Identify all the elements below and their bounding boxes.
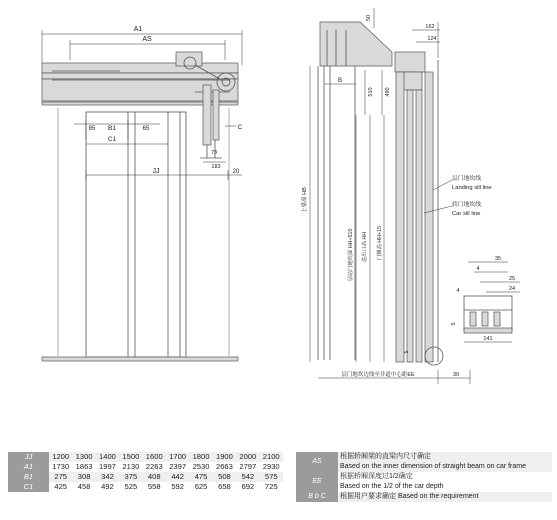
note-row-ee (296, 472, 552, 482)
dim-25: 25 (508, 276, 516, 282)
note-key: AS (296, 452, 338, 472)
dim-50: 50 (366, 14, 372, 22)
spec-cell: 2263 (145, 462, 163, 471)
dim-5: 5 (404, 350, 410, 354)
spec-cell: 1200 (49, 452, 72, 462)
spec-cell: 1997 (99, 462, 116, 471)
dim-65: 65 (142, 126, 150, 132)
note-cn: 根据轿厢架的直梁内尺寸确定 (338, 452, 552, 462)
note-key: B b C (296, 492, 338, 502)
spec-cell: 1863 (75, 462, 93, 471)
dim-183: 183 (211, 164, 221, 170)
spec-cell: 492 (101, 482, 114, 491)
spec-cell: 592 (171, 482, 184, 491)
dim-ee: 层门地坎边线至井道中心距EE (341, 372, 415, 378)
spec-table (8, 452, 283, 492)
spec-cell: 542 (236, 472, 259, 482)
landing-sill-en: Landing sill line (452, 185, 492, 191)
dim-35: 35 (494, 256, 502, 262)
dim-4a: 4 (476, 266, 480, 272)
dim-124: 124 (427, 36, 437, 42)
spec-cell: 475 (189, 472, 212, 482)
spec-cell: 575 (260, 472, 283, 482)
spec-cell: 308 (72, 472, 95, 482)
dim-c: C (237, 124, 243, 131)
spec-cell: 525 (124, 482, 138, 491)
spec-row-label: B1 (8, 472, 49, 482)
sill-detail (451, 256, 520, 342)
spec-row-label: C1 (8, 482, 49, 492)
spec-cell: 2130 (122, 462, 140, 471)
spec-row-b1 (8, 472, 283, 482)
dim-490: 490 (385, 87, 391, 97)
spec-cell: 275 (49, 472, 72, 482)
dim-jj: JJ (152, 168, 160, 175)
spec-cell: 2000 (236, 452, 259, 462)
spec-cell: 1800 (189, 452, 212, 462)
note-cn: 根据轿厢深度过1/2确定 (340, 473, 413, 480)
spec-cell: 1300 (72, 452, 95, 462)
dim-c1: C1 (107, 136, 117, 143)
spec-cell: 1400 (96, 452, 119, 462)
note-text (338, 492, 552, 502)
spec-cell: 2397 (169, 462, 187, 471)
dim-24: 24 (508, 286, 516, 292)
dim-as: AS (142, 36, 152, 43)
spec-row-c1 (8, 482, 283, 492)
spec-cell: 342 (96, 472, 119, 482)
spec-row-label: JJ (8, 452, 49, 462)
spec-cell: 1600 (143, 452, 166, 462)
note-row-as (296, 452, 552, 462)
front-elevation (42, 26, 243, 361)
spec-cell: 1730 (52, 462, 70, 471)
dim-5b: 5 (451, 322, 457, 326)
dim-30: 30 (452, 372, 460, 378)
spec-cell: 2663 (215, 462, 233, 471)
dim-510: 510 (368, 87, 374, 97)
spec-row-label: A1 (8, 462, 49, 472)
landing-sill-cn: 层门地坎线 (452, 176, 481, 182)
dim-hh: 进出口高 HH (362, 231, 368, 263)
spec-cell: 725 (264, 482, 278, 491)
spec-cell: 408 (143, 472, 166, 482)
spec-cell: 692 (241, 482, 255, 491)
spec-cell: 2930 (262, 462, 280, 471)
dim-hh510: 层站门地坎面 HH+510 (348, 228, 354, 282)
spec-cell: 558 (147, 482, 161, 491)
dim-20: 20 (232, 169, 240, 175)
note-en: Based on the 1/2 of the car depth (340, 483, 444, 490)
spec-row-jj (8, 452, 283, 462)
dim-73: 73 (210, 150, 218, 156)
spec-cell: 2100 (260, 452, 283, 462)
spec-cell: 1700 (166, 452, 189, 462)
spec-cell: 1900 (213, 452, 236, 462)
spec-cell: 658 (218, 482, 231, 491)
spec-cell: 1500 (119, 452, 142, 462)
spec-row-a1 (8, 462, 283, 472)
spec-cell: 625 (194, 482, 208, 491)
side-section (300, 8, 520, 384)
car-sill-cn: 轿门地坎线 (452, 202, 481, 208)
dim-b1: B1 (108, 125, 116, 132)
dim-a1: A1 (133, 26, 143, 33)
dim-141: 141 (483, 336, 493, 342)
notes-table (296, 452, 552, 502)
note-row-bbc (296, 492, 552, 502)
car-sill-en: Car sill line (452, 211, 481, 217)
dim-b: B (337, 78, 343, 84)
spec-cell: 375 (119, 472, 142, 482)
note-key: EE (296, 472, 338, 492)
spec-cell: 2797 (239, 462, 257, 471)
note-cn: 根据用户要求确定 (340, 493, 396, 500)
dim-hh15: 门额高 HH+15 (377, 226, 383, 260)
spec-cell: 458 (77, 482, 91, 491)
spec-cell: 425 (54, 482, 68, 491)
dim-4b: 4 (456, 288, 460, 294)
note-en: Based on the requirement (397, 493, 479, 500)
dim-162: 162 (425, 24, 435, 30)
note-en: Based on the inner dimension of straight beam on car frame (338, 462, 552, 472)
spec-cell: 2530 (192, 462, 210, 471)
dim-85: 85 (88, 126, 96, 132)
spec-cell: 442 (166, 472, 189, 482)
dim-hb: 上梁高 HB (302, 187, 308, 213)
spec-cell: 508 (213, 472, 236, 482)
